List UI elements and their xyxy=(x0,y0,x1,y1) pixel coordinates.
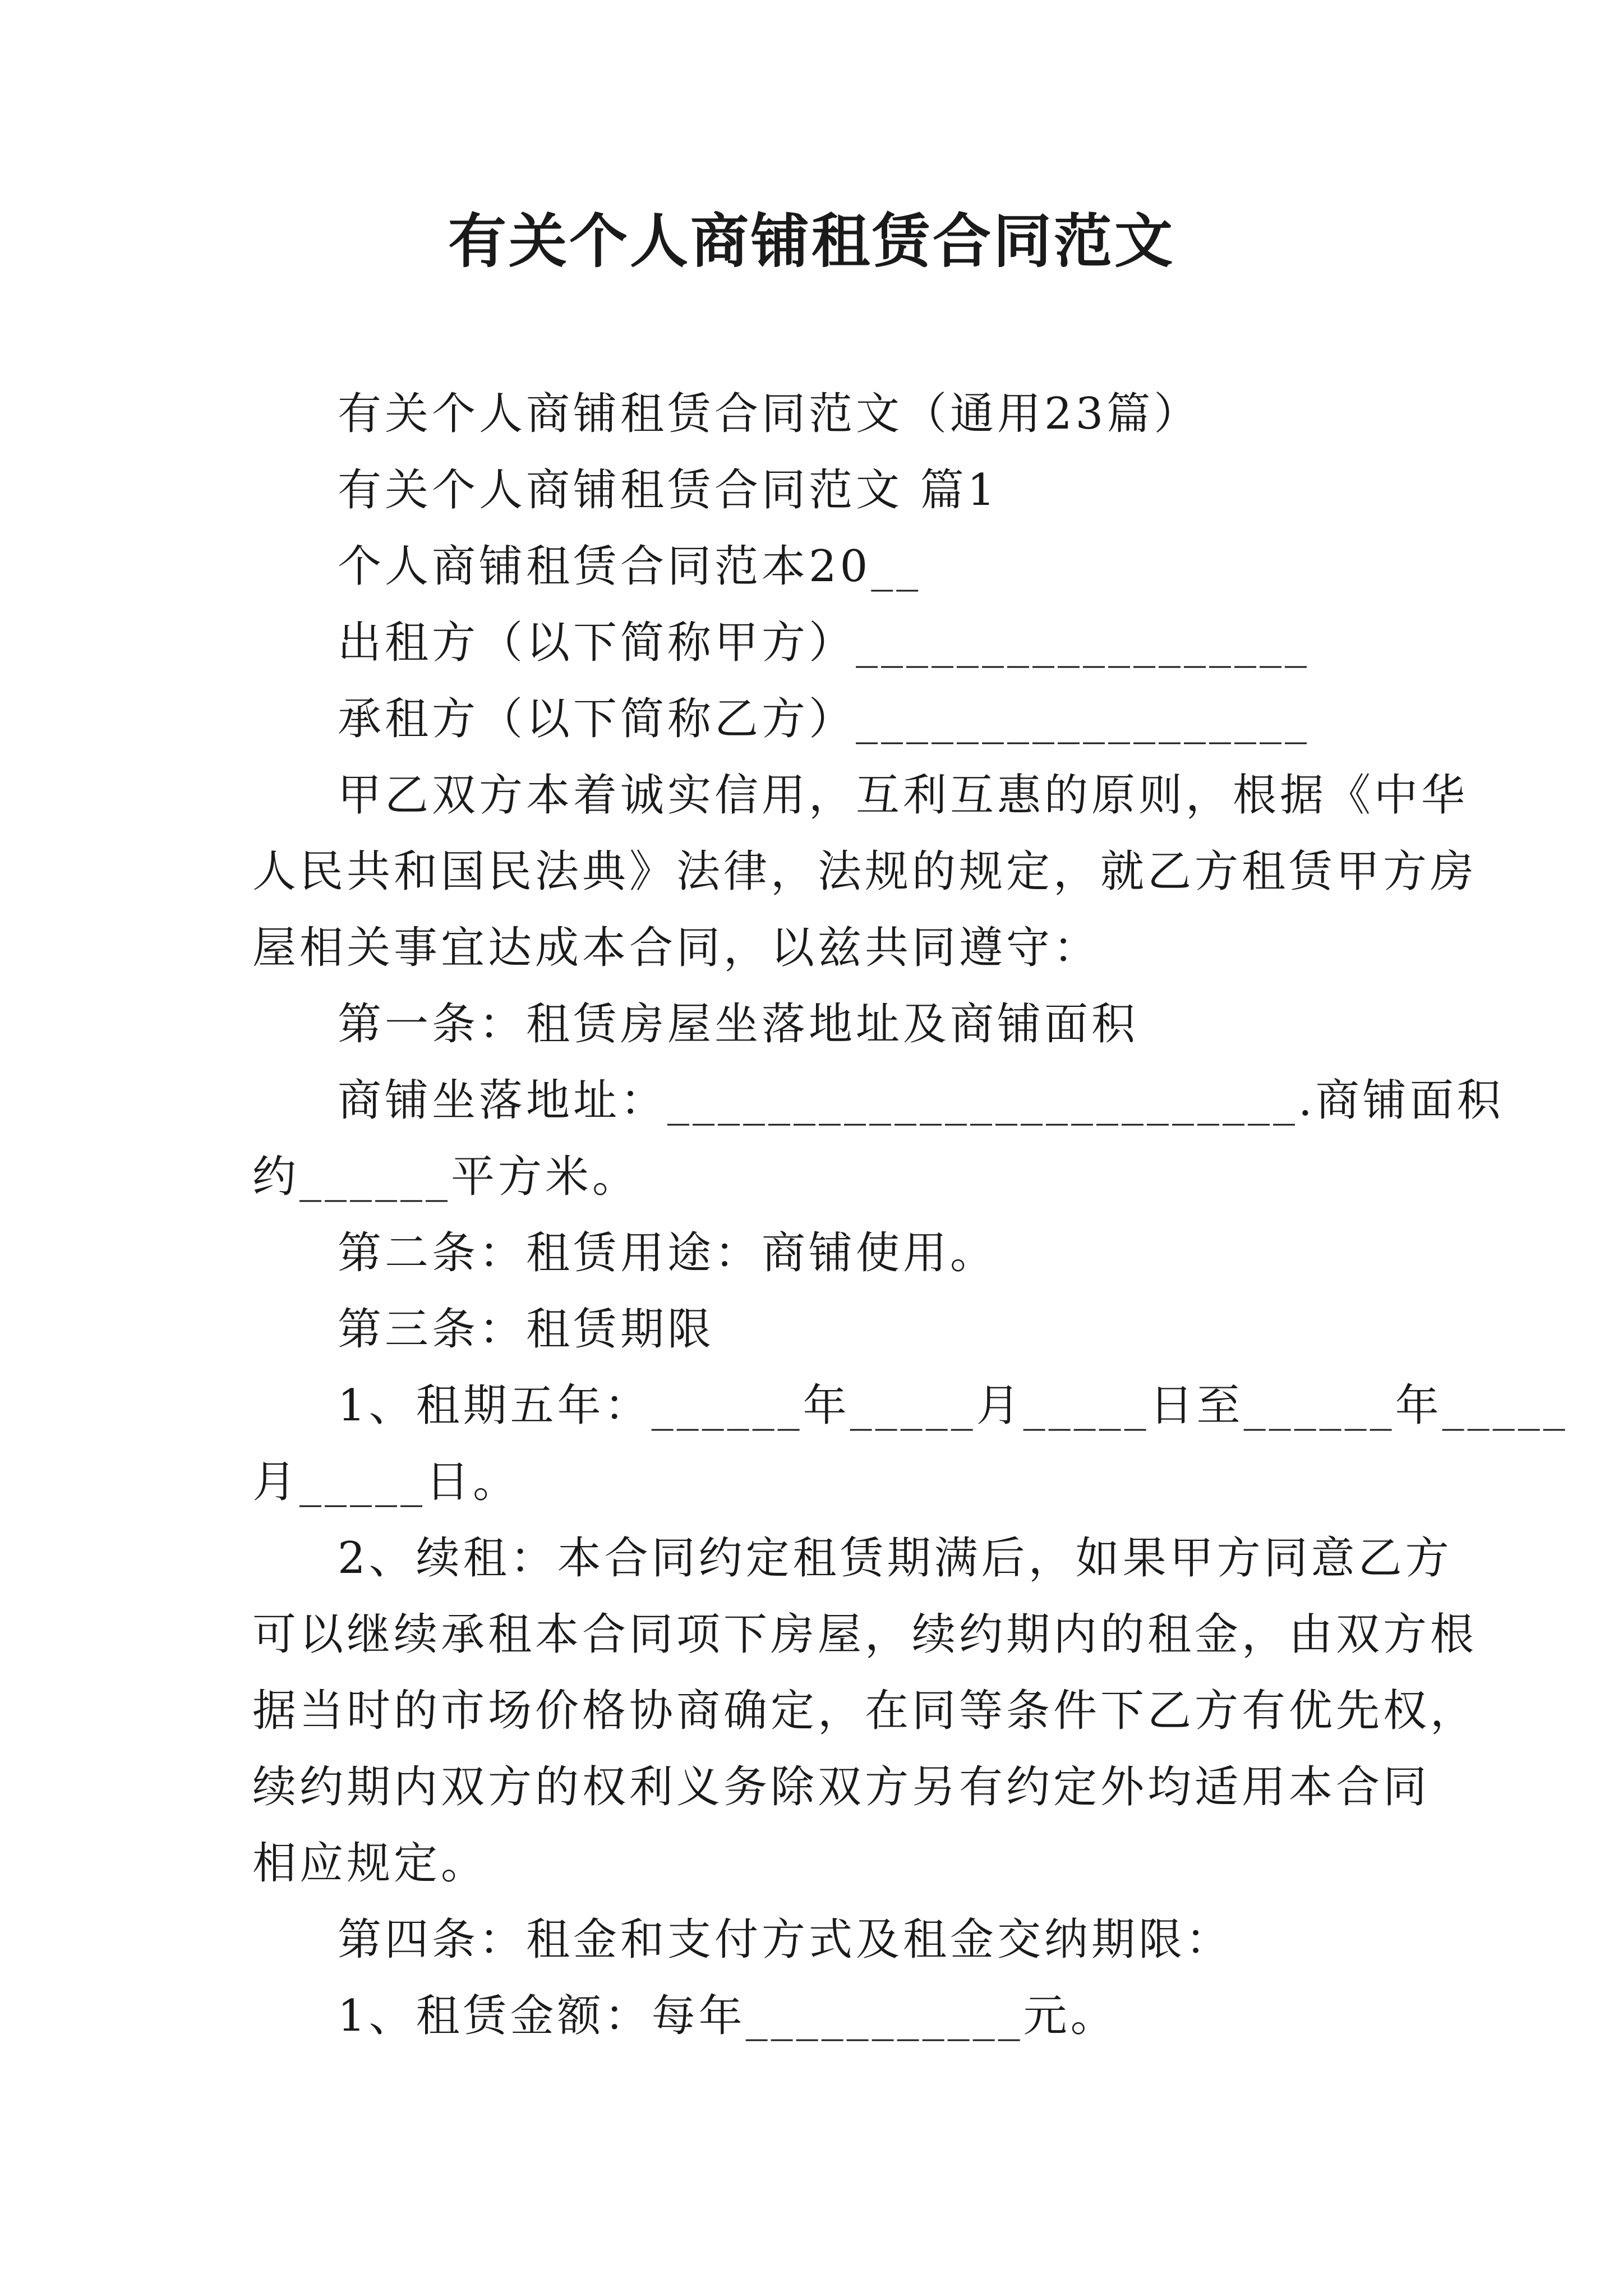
body-line: 出租方（以下简称甲方）__________________ xyxy=(338,618,1311,668)
body-line: 月_____日。 xyxy=(252,1457,520,1507)
body-line: 第三条：租赁期限 xyxy=(338,1304,715,1355)
body-line: 人民共和国民法典》法律，法规的规定，就乙方租赁甲方房 xyxy=(252,846,1478,897)
body-line: 2、续租：本合同约定租赁期满后，如果甲方同意乙方 xyxy=(338,1533,1453,1584)
body-line: 续约期内双方的权利义务除双方另有约定外均适用本合同 xyxy=(252,1762,1431,1812)
body-line: 甲乙双方本着诚实信用，互利互惠的原则，根据《中华 xyxy=(338,770,1469,821)
body-line: 据当时的市场价格协商确定，在同等条件下乙方有优先权， xyxy=(252,1686,1478,1736)
body-line: 有关个人商铺租赁合同范文（通用23篇） xyxy=(338,389,1201,439)
body-line: 有关个人商铺租赁合同范文 篇1 xyxy=(338,465,999,516)
body-line: 可以继续承租本合同项下房屋，续约期内的租金，由双方根 xyxy=(252,1609,1478,1660)
body-line: 第二条：租赁用途：商铺使用。 xyxy=(338,1228,998,1278)
body-line: 屋相关事宜达成本合同，以兹共同遵守： xyxy=(252,923,1101,973)
body-line: 约______平方米。 xyxy=(252,1152,640,1202)
body-line: 相应规定。 xyxy=(252,1838,488,1889)
body-line: 第一条：租赁房屋坐落地址及商铺面积 xyxy=(338,999,1139,1050)
body-line: 承租方（以下简称乙方）__________________ xyxy=(338,694,1311,744)
body-line: 商铺坐落地址：_________________________.商铺面积 xyxy=(338,1075,1504,1126)
body-line: 1、租赁金额：每年___________元。 xyxy=(338,1991,1118,2041)
document-body xyxy=(252,376,1569,2054)
body-line: 第四条：租金和支付方式及租金交纳期限： xyxy=(338,1915,1233,1965)
body-line: 个人商铺租赁合同范本20__ xyxy=(338,541,922,592)
document-title: 有关个人商铺租赁合同范文 xyxy=(448,206,1175,275)
body-line: 1、租期五年：______年_____月_____日至______年_____ xyxy=(338,1381,1569,1431)
